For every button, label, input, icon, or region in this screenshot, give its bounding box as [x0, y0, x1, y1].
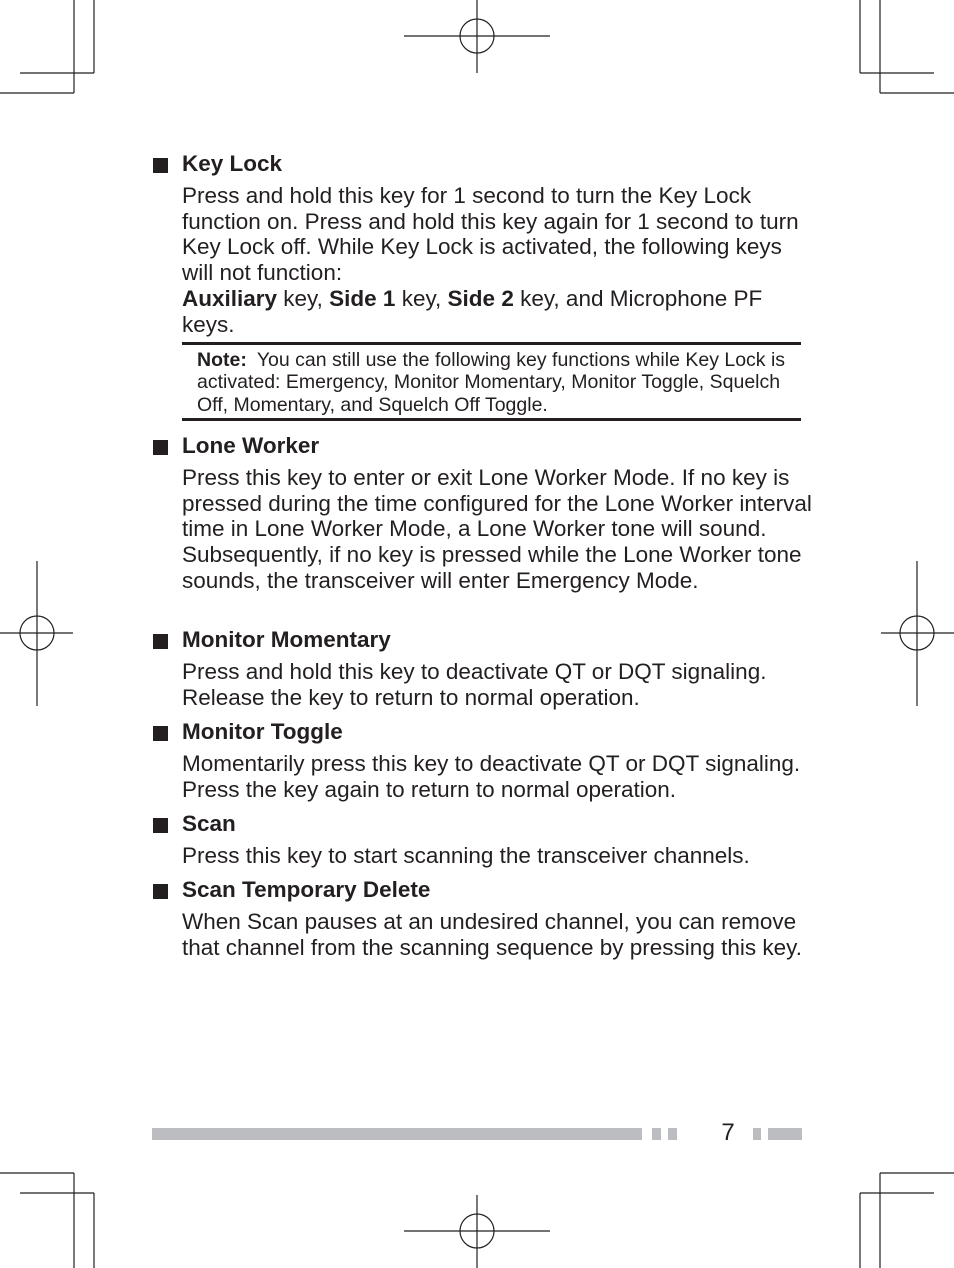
- section-heading: [152, 433, 812, 459]
- square-bullet-icon: [153, 818, 168, 833]
- section-title: Scan Temporary Delete: [182, 877, 431, 902]
- disabled-keys-line: Auxiliary key, Side 1 key, Side 2 key, and Microphone PF keys.: [182, 285, 763, 337]
- note-text: [197, 349, 792, 416]
- footer-bar: [152, 1128, 642, 1140]
- body-paragraph: Press and hold this key to deactivate QT or DQT signaling. Release the key to return to normal operation.: [182, 659, 767, 710]
- section-heading: [152, 627, 812, 653]
- body-paragraph: Press this key to start scanning the transceiver channels.: [182, 843, 750, 868]
- section-heading: [152, 877, 812, 903]
- note-body: You can still use the following key functions while Key Lock is activated: Emergency, Monitor Momentary, Monitor Toggle, Squelch Off, Momentary, and Squelch Off Toggle.: [197, 349, 786, 416]
- section-heading: [152, 151, 812, 177]
- section-lone-worker: [152, 433, 812, 594]
- section-title: Monitor Toggle: [182, 719, 343, 744]
- square-bullet-icon: [153, 158, 168, 173]
- footer-bar-dash: [652, 1128, 661, 1140]
- section-monitor-toggle: [152, 719, 812, 802]
- body-paragraph: Press this key to enter or exit Lone Worker Mode. If no key is pressed during the time configured for the Lone Worker interval time in Lone Worker Mode, a Lone Worker tone will sound. Subsequently, if no key is pressed while the Lone Worker tone sounds, the transceiver will enter Emergency Mode.: [182, 465, 812, 593]
- section-body: [182, 751, 812, 802]
- footer-bar: [768, 1128, 802, 1140]
- section-title: Key Lock: [182, 151, 283, 176]
- section-heading: [152, 719, 812, 745]
- section-title: Monitor Momentary: [182, 627, 391, 652]
- square-bullet-icon: [153, 440, 168, 455]
- note-box: [182, 342, 801, 421]
- footer-bar-dash: [668, 1128, 677, 1140]
- key-name: Side 2: [447, 285, 514, 311]
- section-monitor-momentary: [152, 627, 812, 710]
- section-body: [182, 465, 812, 594]
- section-body: [182, 843, 812, 869]
- section-body: [182, 909, 812, 960]
- section-body: [182, 659, 812, 710]
- section-scan-temporary-delete: [152, 877, 812, 960]
- section-scan: [152, 811, 812, 869]
- key-name: Auxiliary: [182, 285, 278, 311]
- note-label: Note:: [197, 349, 247, 371]
- key-name: Side 1: [329, 285, 396, 311]
- page-number: 7: [721, 1119, 735, 1146]
- section-body: [182, 183, 812, 337]
- section-title: Scan: [182, 811, 236, 836]
- square-bullet-icon: [153, 884, 168, 899]
- square-bullet-icon: [153, 726, 168, 741]
- square-bullet-icon: [153, 634, 168, 649]
- body-paragraph: Press and hold this key for 1 second to turn the Key Lock function on. Press and hold this key again for 1 second to turn Key Lock off. While Key Lock is activated, the following keys will not function:: [182, 183, 799, 286]
- section-title: Lone Worker: [182, 433, 320, 458]
- body-paragraph: Momentarily press this key to deactivate QT or DQT signaling. Press the key again to return to normal operation.: [182, 751, 801, 802]
- section-heading: [152, 811, 812, 837]
- section-key-lock: [152, 151, 812, 337]
- body-paragraph: When Scan pauses at an undesired channel, you can remove that channel from the scanning sequence by pressing this key.: [182, 909, 802, 960]
- footer-bar-dash: [753, 1128, 761, 1140]
